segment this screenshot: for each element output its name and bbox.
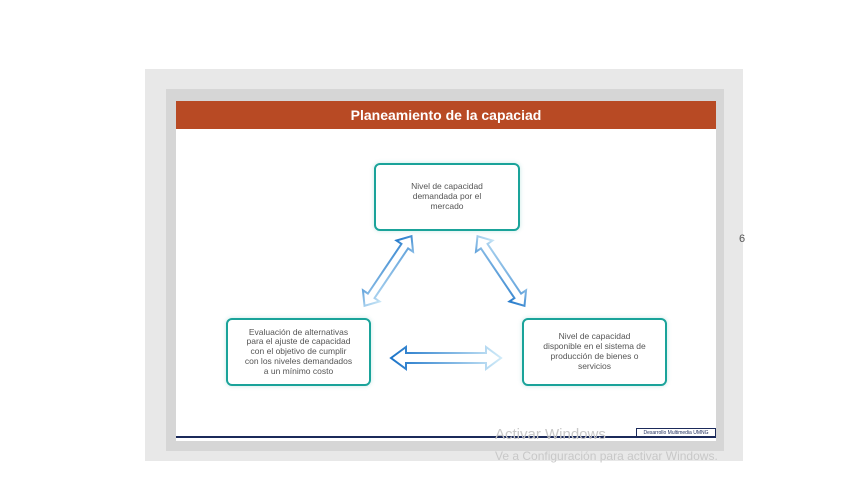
- box-demanded-capacity: [374, 163, 520, 231]
- slide-title: Planeamiento de la capaciad: [176, 101, 716, 129]
- box-alternatives-evaluation: [226, 318, 371, 386]
- page-number-fragment: 6: [739, 233, 746, 245]
- arrow-right-diagonal: [469, 231, 533, 312]
- arrows-diagram: [176, 101, 716, 441]
- box-demanded-capacity-text: Nivel de capacidad demandada por el mercado: [411, 181, 483, 211]
- arrow-horizontal: [391, 347, 501, 369]
- footer-tag: Desarrollo Multimedia UMNG: [636, 428, 716, 437]
- box-available-capacity-text: Nivel de capacidad disponible en el sistema de producción de bienes o servicios: [543, 331, 646, 371]
- footer-line: [176, 436, 716, 438]
- arrow-left-diagonal: [356, 231, 420, 312]
- activation-watermark-title: Activar Windows: [495, 426, 606, 443]
- activation-watermark-subtitle: Ve a Configuración para activar Windows.: [495, 449, 718, 463]
- box-alternatives-evaluation-text: Evaluación de alternativas para el ajuste de capacidad con el objetivo de cumplir con los niveles demandados a un mínimo costo: [244, 326, 353, 376]
- box-available-capacity: [522, 318, 667, 386]
- slide: [176, 101, 716, 441]
